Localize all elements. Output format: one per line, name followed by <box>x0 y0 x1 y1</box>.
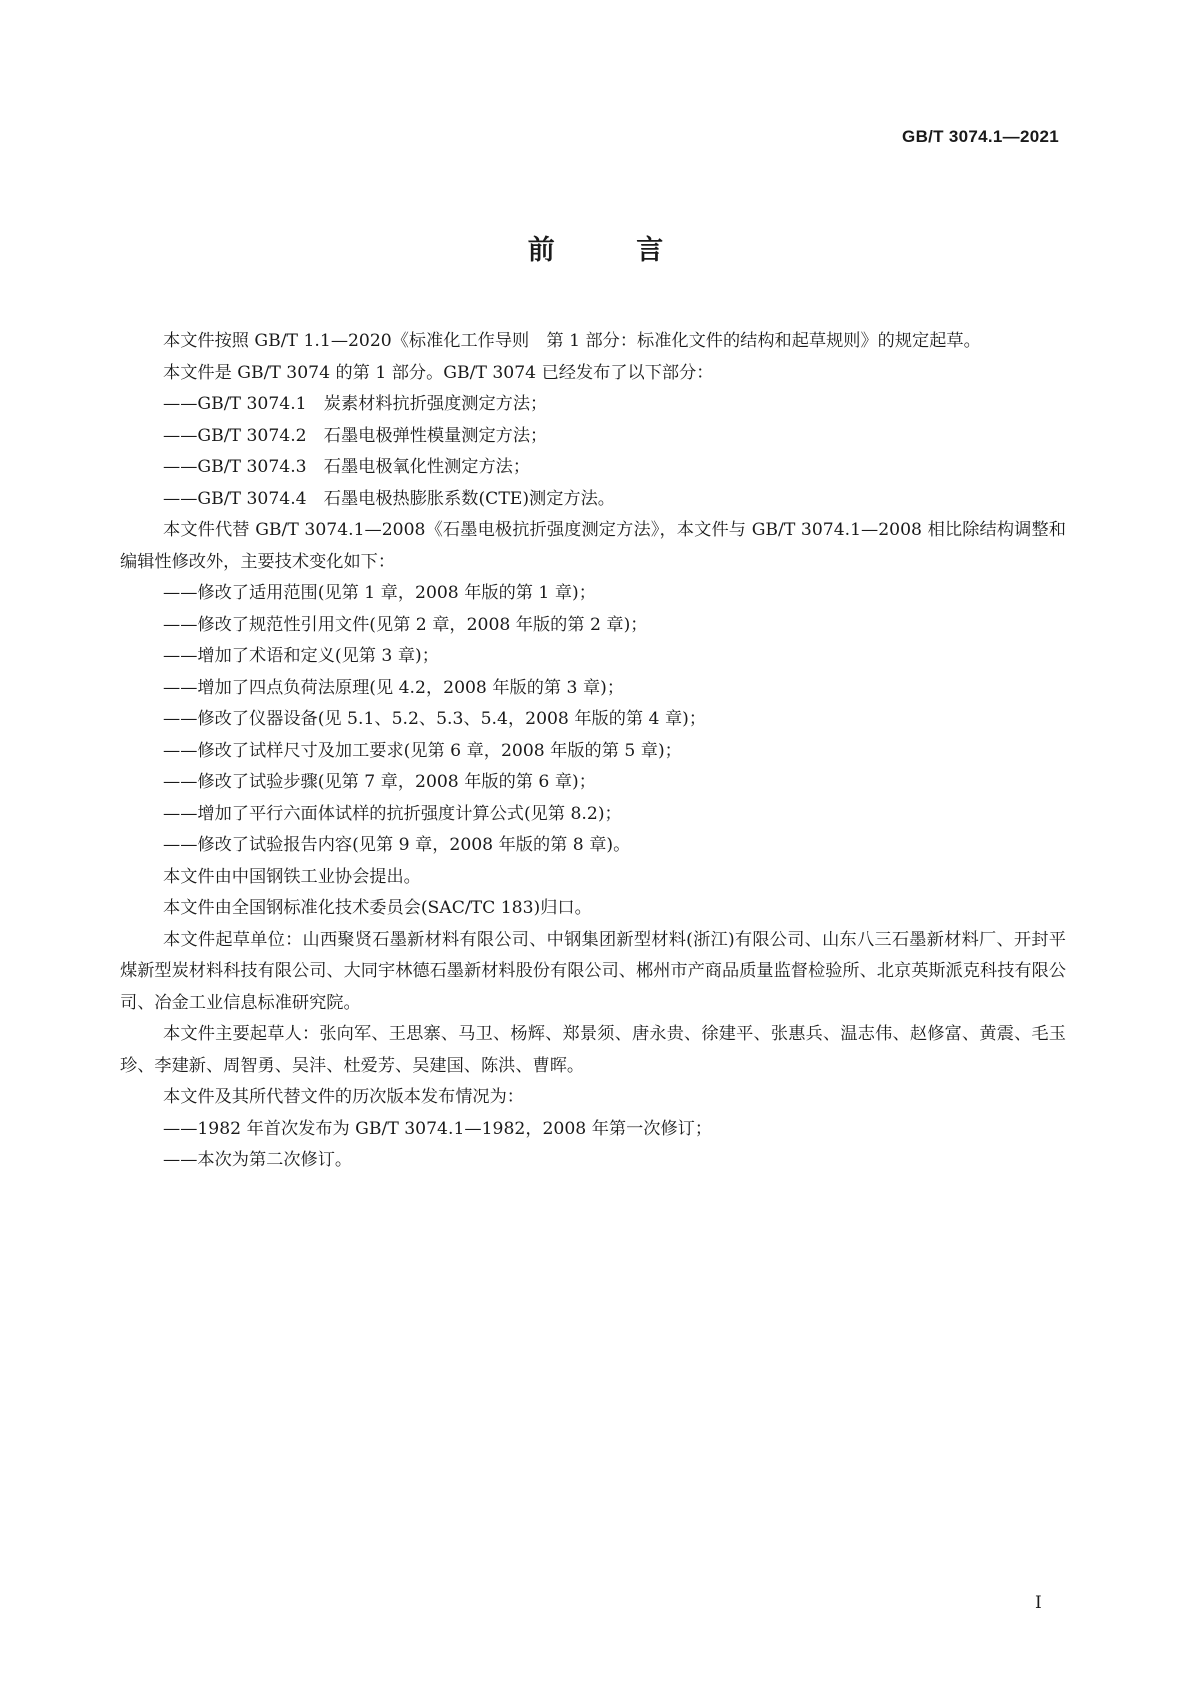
list-item-change: ——修改了仪器设备(见 5.1、5.2、5.3、5.4，2008 年版的第 4 章)； <box>163 709 707 729</box>
list-item-change: ——修改了试验步骤(见第 7 章，2008 年版的第 6 章)； <box>163 772 596 792</box>
list-item-part-2: ——GB/T 3074.2 石墨电极弹性模量测定方法； <box>163 425 548 446</box>
paragraph-history-intro: 本文件及其所代替文件的历次版本发布情况为： <box>163 1087 524 1107</box>
list-item-change: ——修改了规范性引用文件(见第 2 章，2008 年版的第 2 章)； <box>163 614 648 635</box>
list-item-change: ——增加了平行六面体试样的抗折强度计算公式(见第 8.2)； <box>163 803 622 824</box>
paragraph-proposer: 本文件由中国钢铁工业协会提出。 <box>163 866 421 887</box>
list-item-change: ——修改了试验报告内容(见第 9 章，2008 年版的第 8 章)。 <box>163 835 631 855</box>
foreword-body <box>120 326 1066 1177</box>
paragraph-drafting-rules: 本文件按照 GB/T 1.1—2020《标准化工作导则 第 1 部分：标准化文件的结构和起草规则》的规定起草。 <box>163 331 981 351</box>
list-item-part-4: ——GB/T 3074.4 石墨电极热膨胀系数(CTE)测定方法。 <box>163 488 615 509</box>
paragraph-committee: 本文件由全国钢标准化技术委员会(SAC/TC 183)归口。 <box>163 898 592 918</box>
standard-code: GB/T 3074.1—2021 <box>902 127 1059 146</box>
list-item-change: ——修改了试样尺寸及加工要求(见第 6 章，2008 年版的第 5 章)； <box>163 740 682 761</box>
paragraph-part-intro: 本文件是 GB/T 3074 的第 1 部分。GB/T 3074 已经发布了以下部分： <box>163 362 714 383</box>
paragraph-replacement: 本文件代替 GB/T 3074.1—2008《石墨电极抗折强度测定方法》，本文件与 GB/T 3074.1—2008 相比除结构调整和编辑性修改外，主要技术变化如下： <box>120 520 1066 572</box>
page-title: 前 言 <box>527 235 700 266</box>
list-item-part-1: ——GB/T 3074.1 炭素材料抗折强度测定方法； <box>163 394 548 414</box>
list-item-change: ——增加了术语和定义(见第 3 章)； <box>163 646 439 666</box>
paragraph-drafters: 本文件主要起草人：张向军、王思寨、马卫、杨辉、郑景须、唐永贵、徐建平、张惠兵、温志伟、赵修富、黄震、毛玉珍、李建新、周智勇、吴沣、杜爱芳、吴建国、陈洪、曹晖。 <box>120 1024 1066 1076</box>
list-item-history: ——1982 年首次发布为 GB/T 3074.1—1982，2008 年第一次修订； <box>163 1118 713 1139</box>
paragraph-drafting-units: 本文件起草单位：山西聚贤石墨新材料有限公司、中钢集团新型材料(浙江)有限公司、山东八三石墨新材料厂、开封平煤新型炭材料科技有限公司、大同宇林德石墨新材料股份有限公司、郴州市产商品质量监督检验所、北京英斯派克科技有限公司、冶金工业信息标准研究院。 <box>120 929 1066 1013</box>
list-item-history: ——本次为第二次修订。 <box>163 1150 353 1170</box>
list-item-change: ——增加了四点负荷法原理(见 4.2，2008 年版的第 3 章)； <box>163 677 625 698</box>
list-item-part-3: ——GB/T 3074.3 石墨电极氧化性测定方法； <box>163 457 531 477</box>
list-item-change: ——修改了适用范围(见第 1 章，2008 年版的第 1 章)； <box>163 583 596 603</box>
page-number: I <box>1035 1593 1042 1613</box>
